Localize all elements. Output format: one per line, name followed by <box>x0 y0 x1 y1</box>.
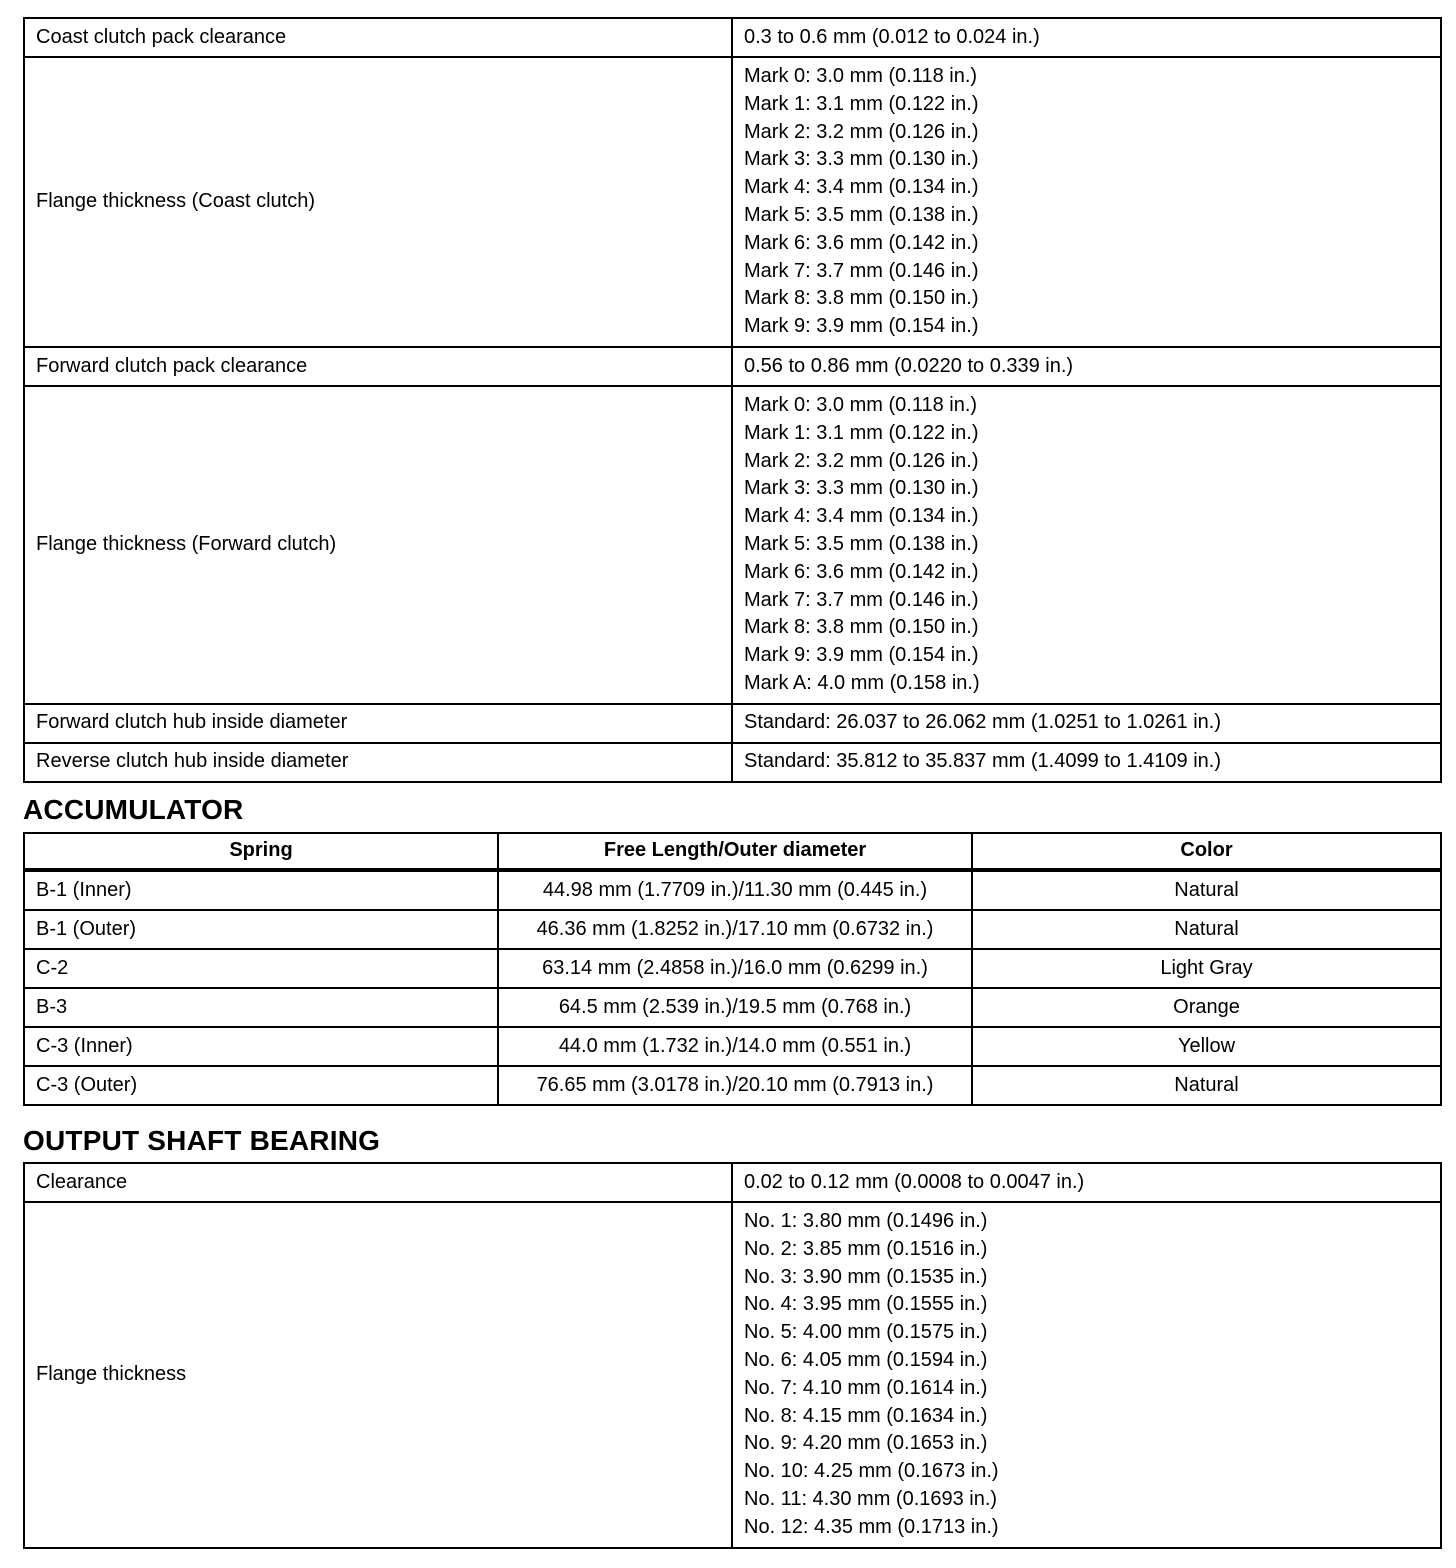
value-line: 0.56 to 0.86 mm (0.0220 to 0.339 in.) <box>744 354 1074 377</box>
table-row <box>24 386 1441 704</box>
value-line: Mark 3: 3.3 mm (0.130 in.) <box>744 477 979 500</box>
spring-color: Natural <box>972 1066 1441 1105</box>
spec-label: Clearance <box>24 1163 732 1202</box>
value-line: Mark 1: 3.1 mm (0.122 in.) <box>744 421 979 444</box>
spring-color: Light Gray <box>972 949 1441 988</box>
spec-value <box>732 347 1441 386</box>
table-row <box>24 949 1441 988</box>
value-line: No. 4: 3.95 mm (0.1555 in.) <box>744 1293 988 1316</box>
value-line: No. 8: 4.15 mm (0.1634 in.) <box>744 1404 988 1427</box>
value-line: 0.02 to 0.12 mm (0.0008 to 0.0047 in.) <box>744 1170 1085 1193</box>
table-row <box>24 704 1441 743</box>
free-length: 64.5 mm (2.539 in.)/19.5 mm (0.768 in.) <box>498 988 972 1027</box>
value-line: Standard: 35.812 to 35.837 mm (1.4099 to 1.4109 in.) <box>744 750 1221 773</box>
table-row <box>24 743 1441 782</box>
spring-name: C-3 (Outer) <box>24 1066 498 1105</box>
value-line: Mark 4: 3.4 mm (0.134 in.) <box>744 505 979 528</box>
value-line: Mark 7: 3.7 mm (0.146 in.) <box>744 259 979 282</box>
value-line: No. 6: 4.05 mm (0.1594 in.) <box>744 1348 988 1371</box>
value-line: No. 5: 4.00 mm (0.1575 in.) <box>744 1321 988 1344</box>
spec-value <box>732 743 1441 782</box>
value-line: No. 12: 4.35 mm (0.1713 in.) <box>744 1515 999 1538</box>
value-line: Mark 0: 3.0 mm (0.118 in.) <box>744 393 978 416</box>
table-row <box>24 347 1441 386</box>
value-line: Mark 6: 3.6 mm (0.142 in.) <box>744 231 979 254</box>
table-row <box>24 57 1441 347</box>
table-row <box>24 1163 1441 1202</box>
free-length: 44.0 mm (1.732 in.)/14.0 mm (0.551 in.) <box>498 1027 972 1066</box>
spec-label: Coast clutch pack clearance <box>24 18 732 57</box>
spring-name: C-3 (Inner) <box>24 1027 498 1066</box>
column-header-spring: Spring <box>24 833 498 870</box>
spring-color: Yellow <box>972 1027 1441 1066</box>
table-row <box>24 18 1441 57</box>
spec-value <box>732 386 1441 704</box>
spring-name: B-1 (Inner) <box>24 870 498 910</box>
spring-name: C-2 <box>24 949 498 988</box>
spec-label: Flange thickness (Forward clutch) <box>24 386 732 704</box>
value-line: 0.3 to 0.6 mm (0.012 to 0.024 in.) <box>744 25 1040 48</box>
value-line: No. 1: 3.80 mm (0.1496 in.) <box>744 1210 988 1232</box>
free-length: 63.14 mm (2.4858 in.)/16.0 mm (0.6299 in.) <box>498 949 972 988</box>
spring-color: Natural <box>972 870 1441 910</box>
table-header-row <box>24 833 1441 870</box>
value-line: Mark 2: 3.2 mm (0.126 in.) <box>744 449 979 472</box>
value-line: Mark 5: 3.5 mm (0.138 in.) <box>744 203 979 226</box>
value-line: Mark 8: 3.8 mm (0.150 in.) <box>744 616 979 639</box>
value-line: No. 3: 3.90 mm (0.1535 in.) <box>744 1265 988 1288</box>
spec-value <box>732 1202 1441 1548</box>
spring-color: Orange <box>972 988 1441 1027</box>
free-length: 76.65 mm (3.0178 in.)/20.10 mm (0.7913 in.) <box>498 1066 972 1105</box>
value-line: Mark 0: 3.0 mm (0.118 in.) <box>744 65 978 87</box>
spec-value <box>732 704 1441 743</box>
spec-value <box>732 57 1441 347</box>
value-line: Mark A: 4.0 mm (0.158 in.) <box>744 671 980 694</box>
value-line: No. 10: 4.25 mm (0.1673 in.) <box>744 1460 999 1483</box>
output-shaft-table <box>23 1162 1442 1549</box>
column-header-free-length: Free Length/Outer diameter <box>498 833 972 870</box>
spec-label: Forward clutch pack clearance <box>24 347 732 386</box>
value-line: Mark 4: 3.4 mm (0.134 in.) <box>744 176 979 199</box>
value-line: Mark 8: 3.8 mm (0.150 in.) <box>744 287 979 310</box>
spec-label: Reverse clutch hub inside diameter <box>24 743 732 782</box>
value-line: Mark 9: 3.9 mm (0.154 in.) <box>744 644 979 667</box>
value-line: Mark 1: 3.1 mm (0.122 in.) <box>744 92 979 115</box>
table-row <box>24 1066 1441 1105</box>
accumulator-table <box>23 832 1442 1106</box>
table-row <box>24 988 1441 1027</box>
value-line: No. 11: 4.30 mm (0.1693 in.) <box>744 1487 998 1510</box>
table-row <box>24 870 1441 910</box>
value-line: No. 2: 3.85 mm (0.1516 in.) <box>744 1237 988 1260</box>
value-line: Mark 2: 3.2 mm (0.126 in.) <box>744 120 979 143</box>
output-shaft-heading: OUTPUT SHAFT BEARING <box>23 1125 381 1156</box>
spec-value <box>732 18 1441 57</box>
value-line: Mark 5: 3.5 mm (0.138 in.) <box>744 532 979 555</box>
spring-color: Natural <box>972 910 1441 949</box>
table-row <box>24 1202 1441 1548</box>
free-length: 46.36 mm (1.8252 in.)/17.10 mm (0.6732 in.) <box>498 910 972 949</box>
spec-label: Flange thickness (Coast clutch) <box>24 57 732 347</box>
value-line: Mark 9: 3.9 mm (0.154 in.) <box>744 315 979 338</box>
value-line: No. 9: 4.20 mm (0.1653 in.) <box>744 1432 988 1455</box>
clutch-spec-table <box>23 17 1442 783</box>
value-line: Mark 7: 3.7 mm (0.146 in.) <box>744 588 979 611</box>
table-row <box>24 910 1441 949</box>
value-line: No. 7: 4.10 mm (0.1614 in.) <box>744 1376 988 1399</box>
spec-value <box>732 1163 1441 1202</box>
spring-name: B-3 <box>24 988 498 1027</box>
table-row <box>24 1027 1441 1066</box>
accumulator-heading: ACCUMULATOR <box>23 794 244 825</box>
value-line: Standard: 26.037 to 26.062 mm (1.0251 to 1.0261 in.) <box>744 711 1221 734</box>
value-line: Mark 3: 3.3 mm (0.130 in.) <box>744 148 979 171</box>
free-length: 44.98 mm (1.7709 in.)/11.30 mm (0.445 in.) <box>498 870 972 910</box>
spring-name: B-1 (Outer) <box>24 910 498 949</box>
column-header-color: Color <box>972 833 1441 870</box>
spec-label: Forward clutch hub inside diameter <box>24 704 732 743</box>
value-line: Mark 6: 3.6 mm (0.142 in.) <box>744 560 979 583</box>
spec-label: Flange thickness <box>24 1202 732 1548</box>
